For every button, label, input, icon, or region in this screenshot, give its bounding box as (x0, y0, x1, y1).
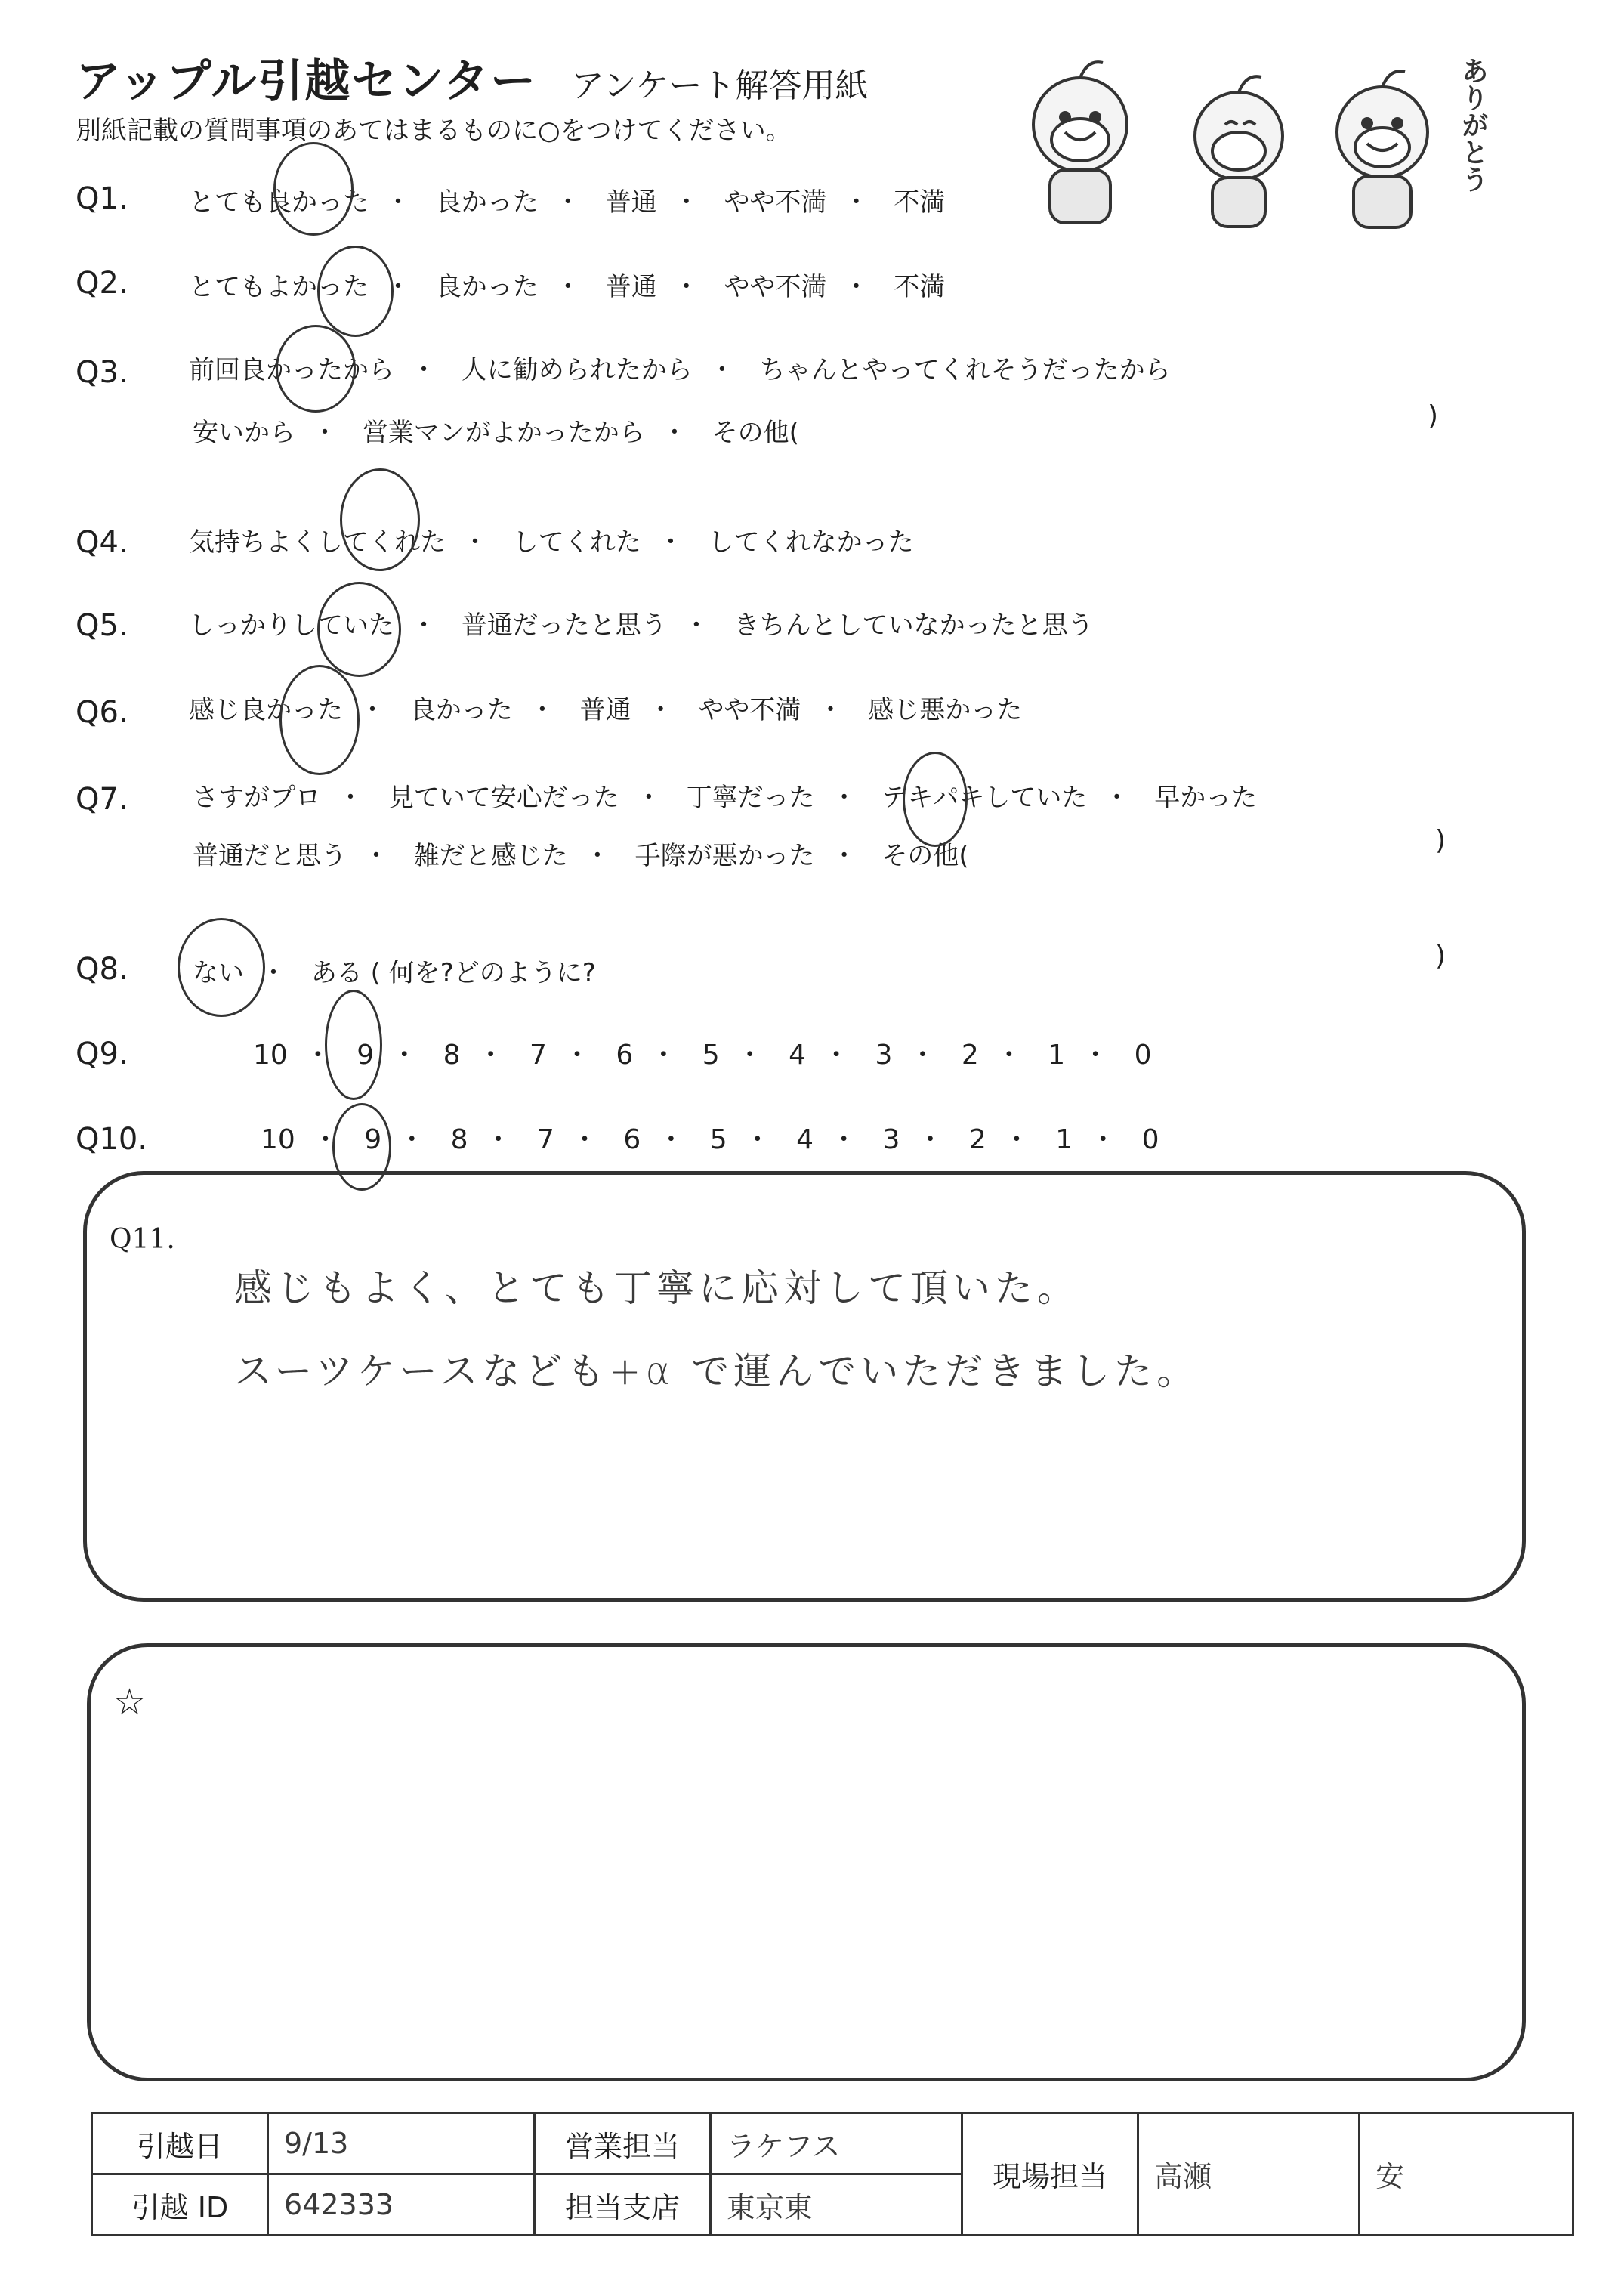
q7-option[interactable]: 普通だと思う (193, 841, 347, 871)
q3-label: Q3. (76, 355, 128, 390)
q5-label: Q5. (76, 608, 128, 643)
q9-value[interactable]: 5 (702, 1040, 720, 1071)
q2-option[interactable]: やや不満 (724, 272, 827, 302)
q7-option[interactable]: テキパキしていた (881, 783, 1088, 813)
q3-close-paren: ) (1428, 400, 1439, 431)
q11-answer-line1: 感じもよく、とても丁寧に応対して頂いた。 (234, 1266, 1079, 1310)
q3-options: 前回良かったから ・ 人に勧められたから ・ ちゃんとやってくれそうだったから (189, 355, 1171, 385)
q9-value[interactable]: 10 (253, 1040, 288, 1071)
mascot-illustration (990, 42, 1533, 238)
q1-option[interactable]: やや不満 (724, 187, 827, 218)
q6-option[interactable]: やや不満 (698, 695, 801, 725)
q11-answer-line2: スーツケースなども+α で運んでいただきました。 (234, 1349, 1199, 1393)
q2-label: Q2. (76, 266, 128, 301)
q5-option[interactable]: しっかりしていた (189, 610, 394, 641)
q7-option[interactable]: さすがプロ (193, 783, 321, 813)
form-subtitle: アンケート解答用紙 (571, 66, 869, 105)
branch-value[interactable]: 東京東 (711, 2174, 962, 2236)
branch-label: 担当支店 (535, 2174, 711, 2236)
q1-option[interactable]: 良かった (435, 187, 539, 218)
q7-option[interactable]: 手際が悪かった (634, 841, 815, 871)
q1-option[interactable]: とても良かった (189, 187, 369, 218)
q10-value[interactable]: 10 (261, 1124, 295, 1155)
q10-label: Q10. (76, 1122, 148, 1157)
q1-label: Q1. (76, 181, 128, 216)
q10-value[interactable]: 1 (1055, 1124, 1073, 1155)
q10-scale: 10 ・ 9 ・ 8 ・ 7 ・ 6 ・ 5 ・ 4 ・ 3 ・ 2 ・ 1 ・ 0 (261, 1124, 1159, 1155)
move-id-value[interactable]: 642333 (268, 2174, 535, 2236)
q6-option[interactable]: 良かった (409, 695, 513, 725)
sales-label: 営業担当 (535, 2113, 711, 2174)
sales-value[interactable]: ラケフス (711, 2113, 962, 2174)
q4-label: Q4. (76, 525, 128, 560)
q1-options: とても良かった ・ 良かった ・ 普通 ・ やや不満 ・ 不満 (189, 187, 946, 218)
q2-option[interactable]: 普通 (605, 272, 657, 302)
form-title (76, 45, 868, 110)
q8-label: Q8. (76, 952, 128, 987)
q9-value[interactable]: 8 (443, 1040, 461, 1071)
q10-value[interactable]: 5 (709, 1124, 727, 1155)
q10-value[interactable]: 7 (537, 1124, 554, 1155)
q7-option[interactable]: 見ていて安心だった (387, 783, 619, 813)
site-staff-label: 現場担当 (962, 2113, 1138, 2236)
q5-option[interactable]: 普通だったと思う (461, 610, 667, 641)
q4-options: 気持ちよくしてくれた ・ してくれた ・ してくれなかった (189, 527, 914, 558)
q2-option[interactable]: とてもよかった (189, 272, 369, 302)
q9-scale: 10 ・ 9 ・ 8 ・ 7 ・ 6 ・ 5 ・ 4 ・ 3 ・ 2 ・ 1 ・ 0 (253, 1040, 1152, 1071)
q6-options: 感じ良かった ・ 良かった ・ 普通 ・ やや不満 ・ 感じ悪かった (189, 695, 1023, 725)
q10-value[interactable]: 2 (968, 1124, 986, 1155)
move-id-label: 引越 ID (92, 2174, 268, 2236)
q3-option[interactable]: 安いから (193, 418, 295, 448)
q3-option[interactable]: 営業マンがよかったから (362, 418, 645, 448)
q8-option[interactable]: ない (193, 958, 244, 988)
q10-value[interactable]: 4 (796, 1124, 814, 1155)
q9-value[interactable]: 7 (529, 1040, 547, 1071)
star-icon: ☆ (113, 1681, 147, 1723)
move-date-value[interactable]: 9/13 (268, 2113, 535, 2174)
q7-option[interactable]: その他( (881, 841, 969, 871)
q7-options-row2: 普通だと思う ・ 雑だと感じた ・ 手際が悪かった ・ その他( (193, 841, 969, 871)
q9-value[interactable]: 1 (1048, 1040, 1066, 1071)
q9-label: Q9. (76, 1037, 128, 1071)
q3-option[interactable]: 人に勧められたから (461, 355, 693, 385)
q9-value[interactable]: 0 (1134, 1040, 1152, 1071)
instruction-text: 別紙記載の質問事項のあてはまるものに○をつけてください。 (76, 116, 792, 146)
q8-option[interactable]: ある ( 何を?どのように? (310, 958, 596, 988)
q4-option[interactable]: 気持ちよくしてくれた (189, 527, 446, 558)
site-staff-value-2[interactable]: 安 (1360, 2113, 1573, 2236)
q7-close-paren: ) (1435, 825, 1446, 856)
mascot-thanks-text: ありがとう (1457, 57, 1489, 193)
q4-option[interactable]: してくれなかった (708, 527, 914, 558)
q6-label: Q6. (76, 695, 128, 730)
q7-option[interactable]: 雑だと感じた (413, 841, 568, 871)
q7-option[interactable]: 早かった (1154, 783, 1258, 813)
q9-value[interactable]: 3 (875, 1040, 893, 1071)
move-date-label: 引越日 (92, 2113, 268, 2174)
mascot-2 (1195, 76, 1283, 227)
q7-label: Q7. (76, 782, 128, 817)
q3-option[interactable]: その他( (712, 418, 799, 448)
q2-option[interactable]: 不満 (894, 272, 946, 302)
q1-option[interactable]: 普通 (605, 187, 657, 218)
q10-value[interactable]: 8 (450, 1124, 468, 1155)
q5-option[interactable]: きちんとしていなかったと思う (733, 610, 1094, 641)
comment-box[interactable] (87, 1643, 1526, 2081)
brand-name: アップル引越センター (76, 55, 537, 108)
q10-value[interactable]: 9 (364, 1124, 382, 1155)
mascot-1 (1033, 62, 1127, 223)
q6-option[interactable]: 感じ悪かった (868, 695, 1023, 725)
q1-option[interactable]: 不満 (894, 187, 946, 218)
q8-close-paren: ) (1435, 941, 1446, 972)
q5-options: しっかりしていた ・ 普通だったと思う ・ きちんとしていなかったと思う (189, 610, 1094, 641)
q6-option[interactable]: 普通 (579, 695, 631, 725)
q9-value[interactable]: 9 (357, 1040, 375, 1071)
q2-options: とてもよかった ・ 良かった ・ 普通 ・ やや不満 ・ 不満 (189, 272, 946, 302)
q9-value[interactable]: 4 (789, 1040, 807, 1071)
q2-option[interactable]: 良かった (435, 272, 539, 302)
q9-value[interactable]: 2 (961, 1040, 979, 1071)
footer-table (91, 2112, 1574, 2236)
q6-option[interactable]: 感じ良かった (189, 695, 343, 725)
q3-options-row2: 安いから ・ 営業マンがよかったから ・ その他( (193, 418, 799, 448)
q11-label: Q11. (110, 1224, 175, 1255)
q3-option[interactable]: 前回良かったから (189, 355, 394, 385)
q7-option[interactable]: 丁寧だった (686, 783, 815, 813)
q4-option[interactable]: してくれた (512, 527, 641, 558)
mascot-3 (1337, 71, 1428, 227)
q10-value[interactable]: 3 (882, 1124, 900, 1155)
site-staff-value-1[interactable]: 高瀬 (1138, 2113, 1360, 2236)
q8-options: ない ・ ある ( 何を?どのように? (193, 958, 596, 988)
q10-value[interactable]: 0 (1141, 1124, 1159, 1155)
q9-value[interactable]: 6 (616, 1040, 634, 1071)
q3-option[interactable]: ちゃんとやってくれそうだったから (759, 355, 1171, 385)
q7-options: さすがプロ ・ 見ていて安心だった ・ 丁寧だった ・ テキパキしていた ・ 早かった (193, 783, 1258, 813)
q10-value[interactable]: 6 (623, 1124, 641, 1155)
